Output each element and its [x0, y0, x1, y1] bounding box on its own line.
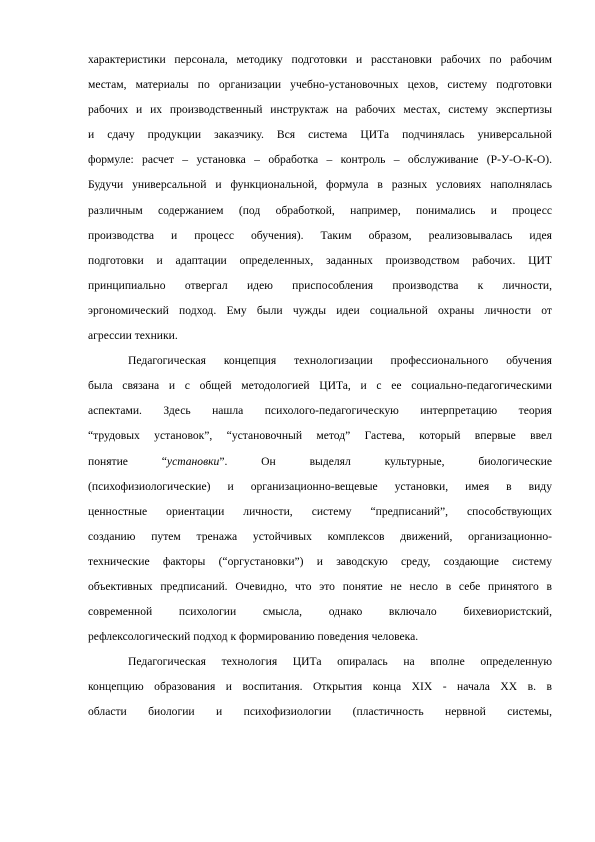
text-line: производства и процесс обучения). Таким образом, реализовывалась идея [88, 228, 552, 242]
text-line: агрессии техники. [88, 329, 178, 343]
text-segment: понятие “ [88, 454, 167, 468]
paragraph-first-line: Педагогическая концепция технологизации профессионального обучения [128, 354, 552, 368]
paragraph-first-line: Педагогическая технология ЦИТа опиралась на вполне определенную [128, 655, 552, 669]
text-line: объективных предписаний. Очевидно, что это понятие не несло в себе принятого в [88, 579, 552, 593]
text-line: была связана и с общей методологией ЦИТа, и с ее социально-педагогическими [88, 379, 552, 393]
text-line: формуле: расчет – установка – обработка – контроль – обслуживание (Р-У-О-К-О). [88, 153, 552, 167]
text-line: современной психологии смысла, однако включало бихевиористский, [88, 605, 552, 619]
body-text [88, 47, 552, 725]
text-line: области биологии и психофизиологии (пластичность нервной системы, [88, 705, 552, 719]
text-line: “трудовых установок”, “установочный метод” Гастева, который впервые ввел [88, 429, 552, 443]
text-line: (психофизиологические) и организационно-вещевые установки, имея в виду [88, 479, 552, 493]
text-line: подготовки и адаптации определенных, заданных производством рабочих. ЦИТ [88, 253, 552, 267]
text-line: рабочих и их производственный инструктаж на рабочих местах, систему экспертизы [88, 103, 552, 117]
text-line: различным содержанием (под обработкой, например, понимались и процесс [88, 203, 552, 217]
text-line: Будучи универсальной и функциональной, формула в разных условиях наполнялась [88, 178, 552, 192]
text-line: ценностные ориентации личности, систему “предписаний”, способствующих [88, 504, 552, 518]
text-segment: ”. Он выделял культурные, биологические [219, 454, 553, 468]
text-line: созданию путем тренажа устойчивых комплексов движений, организационно- [88, 529, 552, 543]
text-line: технические факторы (“оргустановки”) и заводскую среду, создающие систему [88, 554, 552, 568]
text-line: принципиально отвергал идею приспособления производства к личности, [88, 278, 552, 292]
text-line: местам, материалы по организации учебно-установочных цехов, систему подготовки [88, 78, 552, 92]
text-line: эргономический подход. Ему были чужды идеи социальной охраны личности от [88, 303, 552, 317]
text-line: концепцию образования и воспитания. Открытия конца XIX - начала XX в. в [88, 680, 552, 694]
text-line: и сдачу продукции заказчику. Вся система ЦИТа подчинялась универсальной [88, 128, 552, 142]
text-line: аспектами. Здесь нашла психолого-педагогическую интерпретацию теория [88, 404, 552, 418]
text-line: рефлексологический подход к формированию поведения человека. [88, 630, 419, 644]
text-line-with-emphasis [88, 449, 552, 474]
emphasized-term: установки [166, 454, 220, 468]
text-line: характеристики персонала, методику подготовки и расстановки рабочих по рабочим [88, 53, 552, 66]
